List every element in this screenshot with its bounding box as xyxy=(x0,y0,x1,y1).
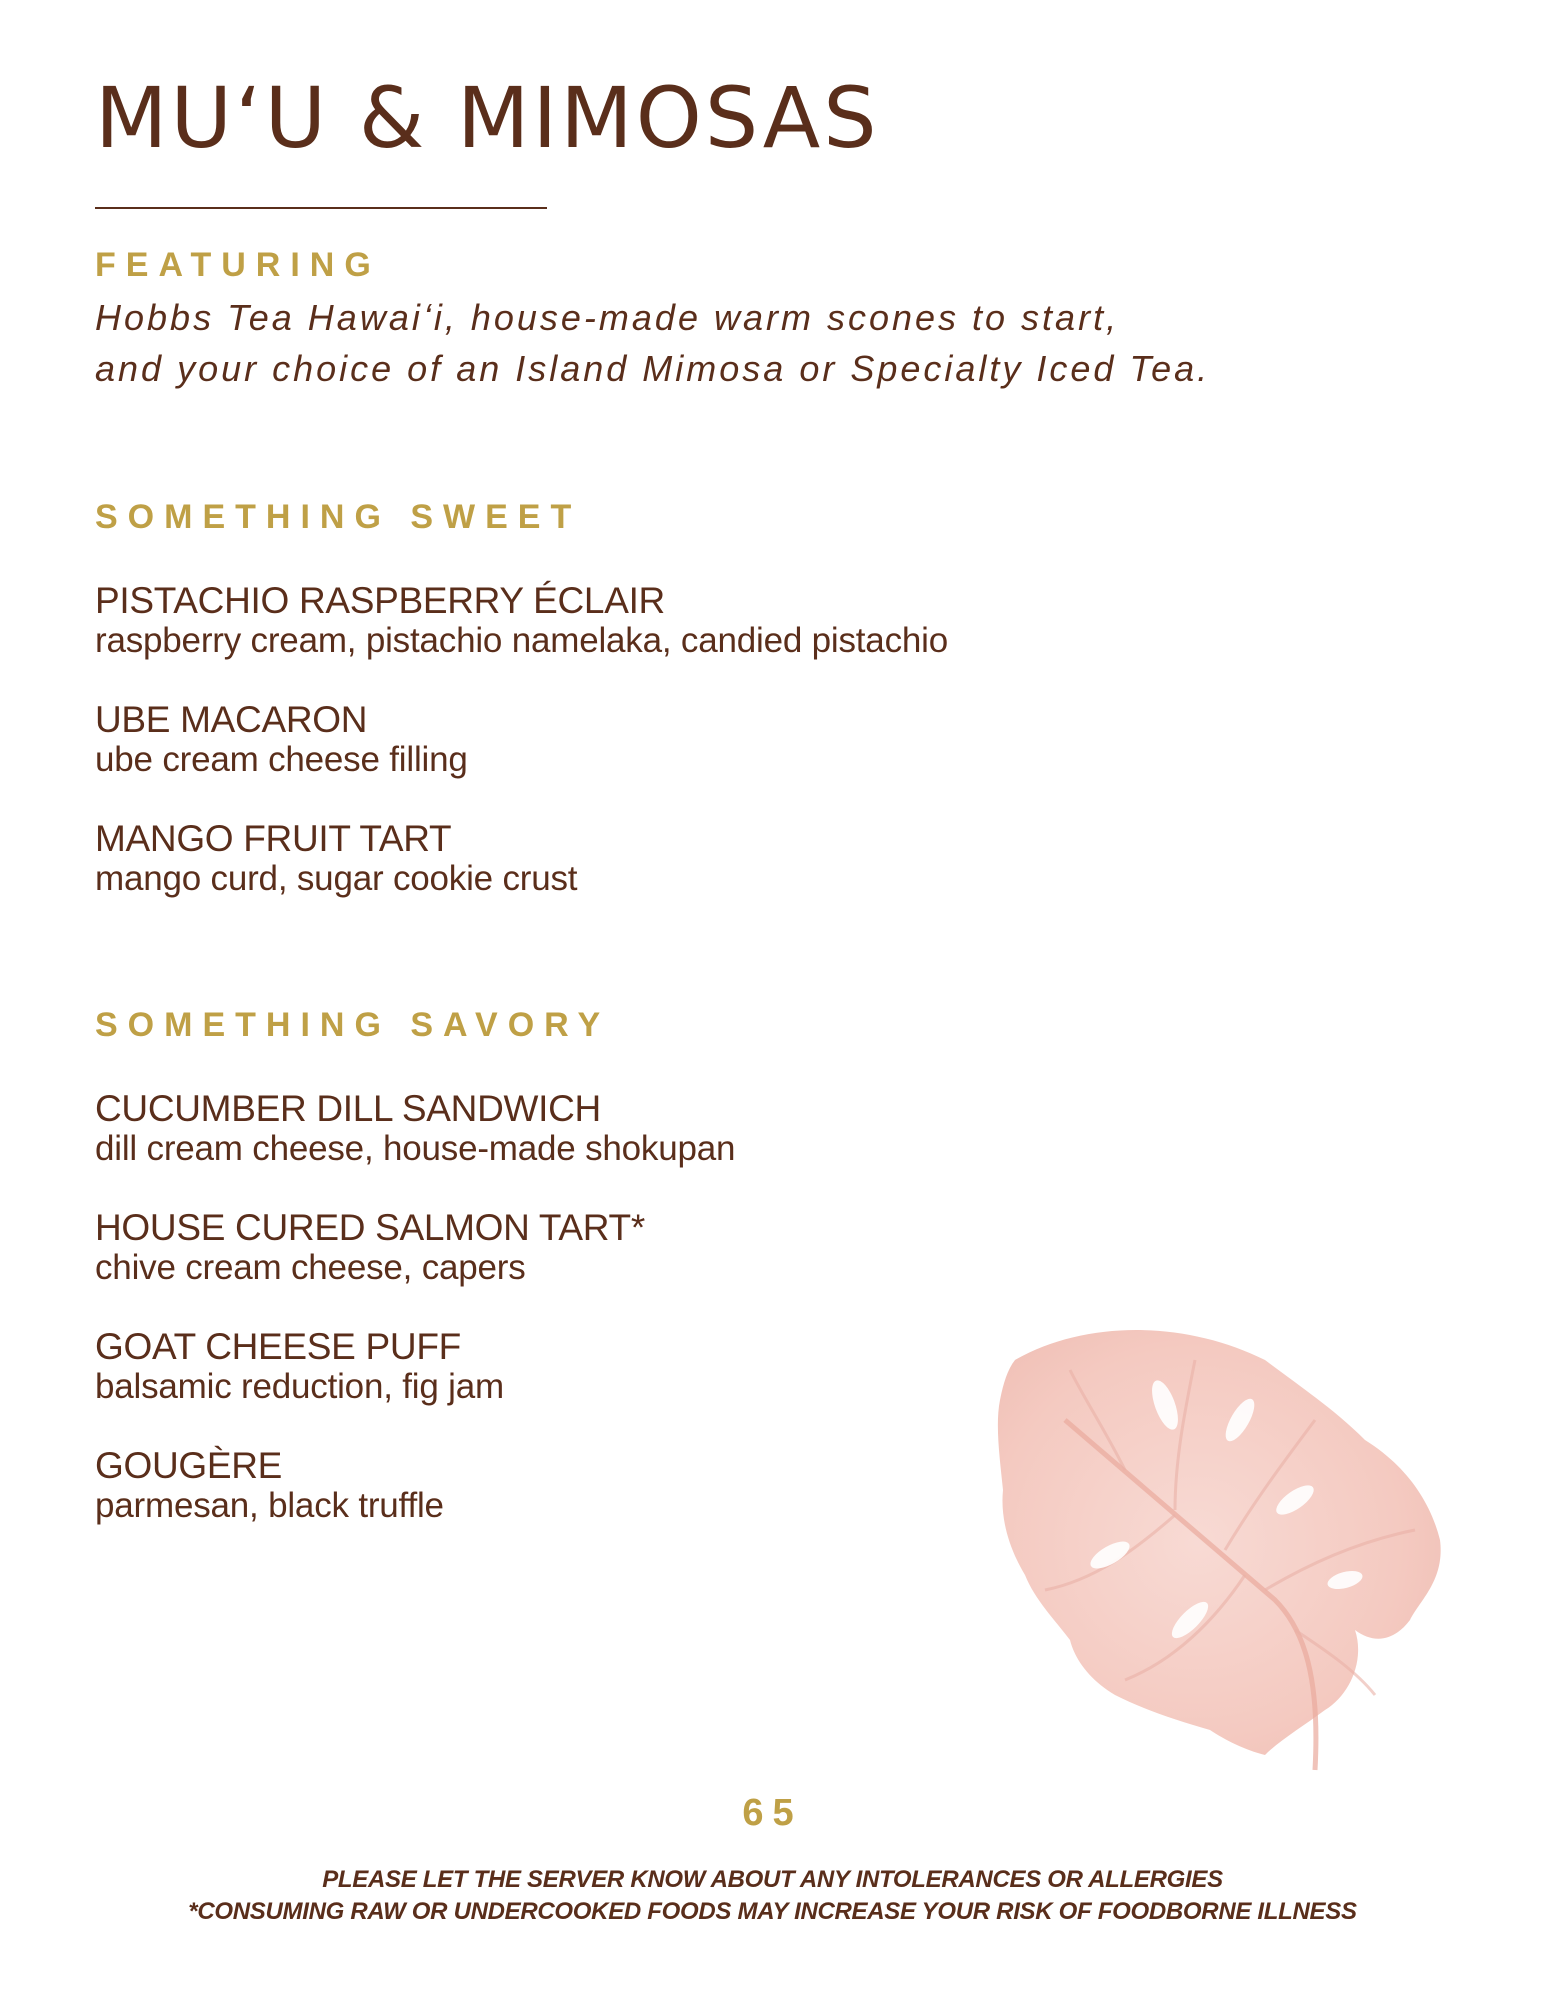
menu-item-name: HOUSE CURED SALMON TART* xyxy=(95,1207,645,1248)
menu-item-description: dill cream cheese, house-made shokupan xyxy=(95,1129,736,1168)
featuring-line-2: and your choice of an Island Mimosa or Specialty Iced Tea. xyxy=(95,348,1211,389)
menu-item-name: MANGO FRUIT TART xyxy=(95,818,452,859)
menu-item-name: GOAT CHEESE PUFF xyxy=(95,1326,461,1367)
monstera-leaf-icon xyxy=(975,1300,1455,1780)
sweet-section-label: SOMETHING SWEET xyxy=(95,498,582,536)
raw-food-warning: *CONSUMING RAW OR UNDERCOOKED FOODS MAY INCREASE YOUR RISK OF FOODBORNE ILLNESS xyxy=(188,1898,1357,1925)
menu-item-name: UBE MACARON xyxy=(95,699,368,740)
menu-item-description: balsamic reduction, fig jam xyxy=(95,1367,504,1406)
page-title: MUʻU & MIMOSAS xyxy=(95,69,880,167)
menu-item-description: ube cream cheese filling xyxy=(95,740,468,779)
featuring-line-1: Hobbs Tea Hawaiʻi, house-made warm scones to start, xyxy=(95,297,1120,338)
menu-item-description: parmesan, black truffle xyxy=(95,1486,444,1525)
price: 65 xyxy=(742,1792,803,1834)
menu-item-description: raspberry cream, pistachio namelaka, candied pistachio xyxy=(95,621,948,660)
menu-item-name: PISTACHIO RASPBERRY ÉCLAIR xyxy=(95,580,665,621)
menu-item xyxy=(95,580,1295,661)
title-divider xyxy=(95,207,547,209)
menu-item-description: chive cream cheese, capers xyxy=(95,1248,526,1287)
featuring-description xyxy=(95,292,1475,394)
featuring-label: FEATURING xyxy=(95,246,381,284)
menu-item xyxy=(95,818,1295,899)
savory-section-label: SOMETHING SAVORY xyxy=(95,1006,611,1044)
menu-item xyxy=(95,1088,1295,1169)
menu-item-name: CUCUMBER DILL SANDWICH xyxy=(95,1088,601,1129)
menu-item xyxy=(95,699,1295,780)
menu-item-name: GOUGÈRE xyxy=(95,1445,283,1486)
menu-item-description: mango curd, sugar cookie crust xyxy=(95,859,578,898)
menu-item xyxy=(95,1207,1295,1288)
allergy-notice: PLEASE LET THE SERVER KNOW ABOUT ANY INTOLERANCES OR ALLERGIES xyxy=(322,1866,1223,1893)
